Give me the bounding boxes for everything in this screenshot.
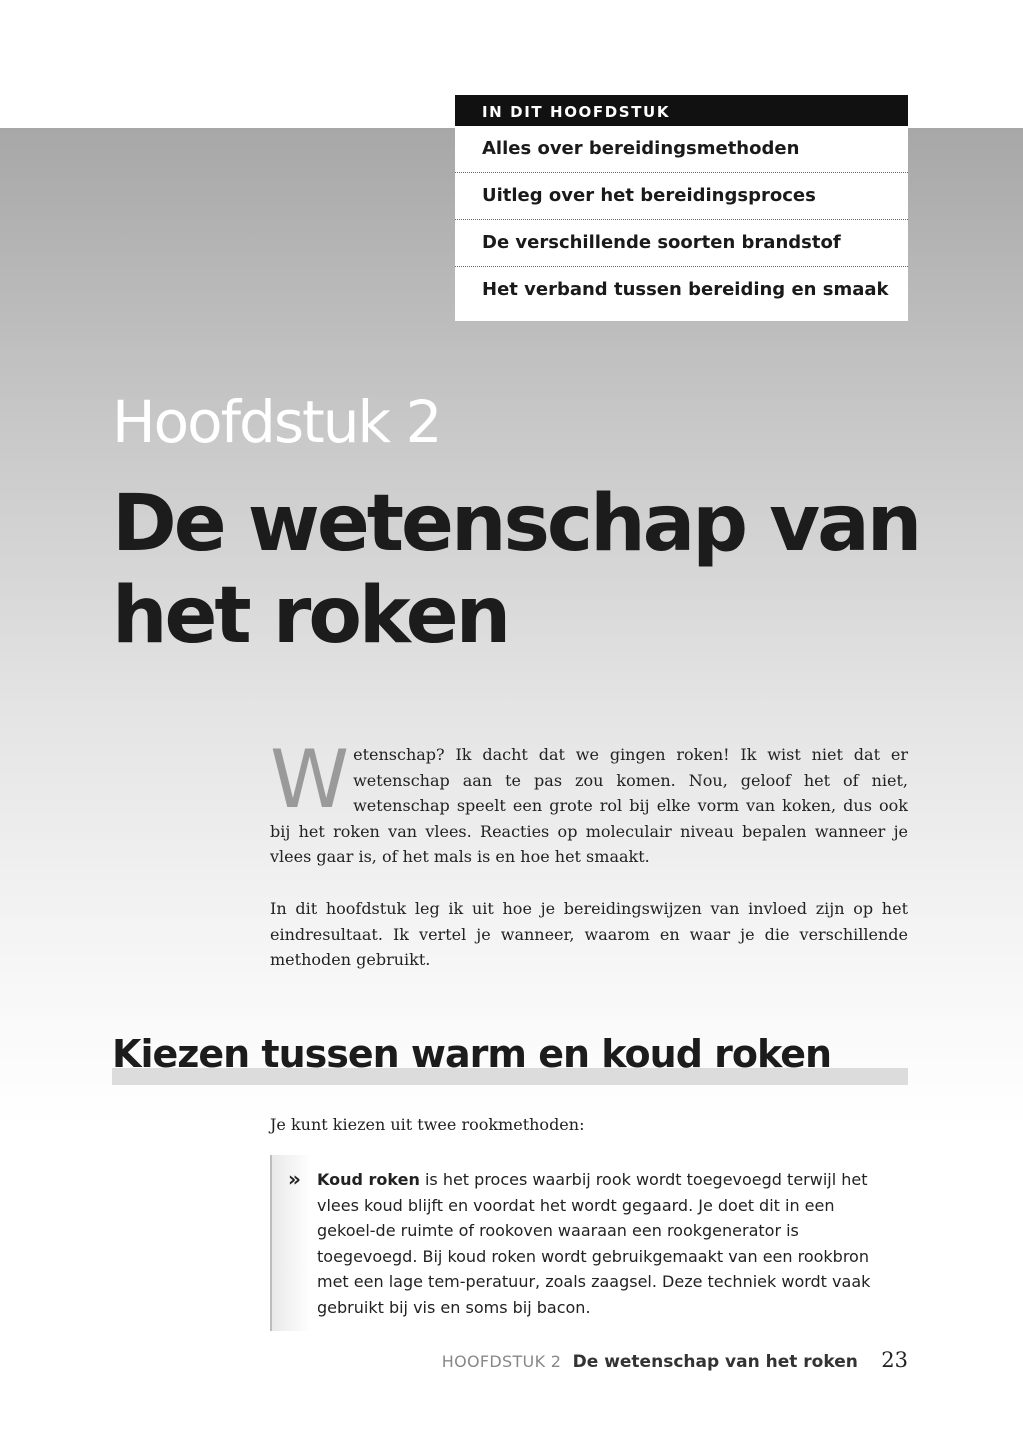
page-number: 23 [881, 1348, 908, 1372]
chapter-number-label: Hoofdstuk 2 [112, 388, 441, 456]
bullet-item [317, 1167, 877, 1320]
contents-item: Uitleg over het bereidingsproces [455, 173, 908, 220]
footer-chapter-label: HOOFDSTUK 2 [441, 1352, 562, 1371]
section-heading: Kiezen tussen warm en koud roken [112, 1032, 832, 1076]
intro-paragraph-2: In dit hoofdstuk leg ik uit hoe je bereidingswijzen van invloed zijn op het eindresultaat. Ik vertel je wanneer, waarom en waar je die verschillende methoden gebruikt. [270, 899, 908, 969]
drop-cap: W [270, 733, 350, 826]
contents-item: De verschillende soorten brandstof [455, 220, 908, 267]
section-heading-block [112, 1026, 908, 1086]
page-footer [442, 1348, 908, 1372]
bullet-term: Koud roken [317, 1170, 420, 1189]
chapter-contents-box [455, 95, 908, 321]
bullet-list [270, 1155, 910, 1331]
chapter-title-line-1: De wetenschap van [112, 479, 920, 569]
section-lead-text: Je kunt kiezen uit twee rookmethoden: [270, 1115, 585, 1134]
footer-chapter-title: De wetenschap van het roken [572, 1352, 858, 1372]
intro-paragraph-1 [270, 733, 908, 870]
contents-item: Het verband tussen bereiding en smaak [482, 279, 889, 300]
chapter-title [112, 478, 932, 662]
intro-paragraph-1-text: etenschap? Ik dacht dat we gingen roken! Ik wist niet dat er wetenschap aan te pas zou komen. Nou, geloof het of niet, wetenschap speelt een grote rol bij elke vorm van koken, dus ook bij het roken van vlees. Reacties op moleculair niveau bepalen wanneer je vlees gaar is, of het mals is en hoe het smaakt. [270, 745, 908, 866]
bullet-chevron-icon: » [288, 1167, 301, 1191]
bullet-item-text: is het proces waarbij rook wordt toegevoegd terwijl het vlees koud blijft en voordat het wordt gegaard. Je doet dit in een gekoel-de ruimte of rookoven waaraan een rookgenerator is toegevoegd. Bij koud roken wordt gebruikgemaakt van een rookbron met een lage tem-peratuur, zoals zaagsel. Deze techniek wordt vaak gebruikt bij vis en soms bij bacon. [317, 1170, 871, 1317]
chapter-title-line-2: het roken [112, 571, 509, 661]
contents-box-header: IN DIT HOOFDSTUK [455, 95, 908, 126]
contents-item: Alles over bereidingsmethoden [455, 126, 908, 173]
